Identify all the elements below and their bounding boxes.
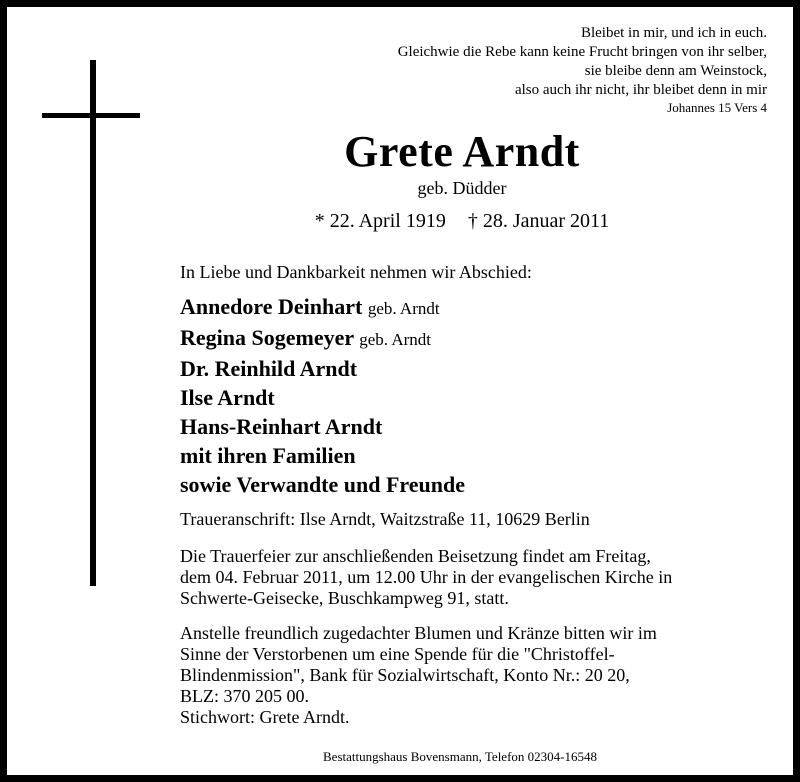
bible-verse	[398, 24, 767, 116]
funeral-home-contact: Bestattungshaus Bovensmann, Telefon 02304-16548	[323, 749, 597, 764]
life-dates	[217, 209, 707, 233]
verse-line: Gleichwie die Rebe kann keine Frucht bringen von ihr selber,	[397, 44, 767, 60]
mourner-item: mit ihren Familien	[180, 443, 356, 468]
farewell-intro: In Liebe und Dankbarkeit nehmen wir Abschied:	[180, 262, 532, 282]
verse-line: also auch ihr nicht, ihr bleibet denn in mir	[514, 82, 767, 98]
verse-line: sie bleibe denn am Weinstock,	[584, 63, 767, 79]
mourner-maiden-name: geb. Arndt	[367, 299, 440, 318]
mourner-item: Dr. Reinhild Arndt	[180, 356, 358, 381]
verse-reference: Johannes 15 Vers 4	[667, 100, 767, 115]
donation-line: Stichwort: Grete Arndt.	[180, 707, 350, 727]
deceased-block	[217, 127, 707, 233]
mourner-item	[180, 323, 465, 354]
donation-request	[180, 623, 780, 728]
donation-line: Anstelle freundlich zugedachter Blumen und Kränze bitten wir im	[180, 623, 657, 643]
cross-icon-horizontal-bar	[42, 113, 140, 118]
funeral-details	[180, 546, 780, 609]
mourner-item	[180, 292, 465, 323]
mourner-item: Hans-Reinhart Arndt	[180, 414, 383, 439]
death-date: † 28. Januar 2011	[467, 210, 610, 232]
mourners-list	[180, 292, 465, 499]
maiden-name: geb. Düdder	[417, 178, 507, 198]
donation-line: Blindenmission", Bank für Sozialwirtschaft, Konto Nr.: 20 20,	[180, 665, 630, 685]
mourner-name: Regina Sogemeyer	[180, 325, 354, 350]
mourner-item: sowie Verwandte und Freunde	[180, 472, 466, 497]
donation-line: Sinne der Verstorbenen um eine Spende für die "Christoffel-	[180, 644, 615, 664]
donation-line: BLZ: 370 205 00.	[180, 686, 309, 706]
funeral-line: dem 04. Februar 2011, um 12.00 Uhr in der evangelischen Kirche in	[180, 567, 673, 587]
mourner-item: Ilse Arndt	[180, 385, 275, 410]
verse-line: Bleibet in mir, und ich in euch.	[580, 25, 767, 41]
mourning-address: Traueranschrift: Ilse Arndt, Waitzstraße 11, 10629 Berlin	[180, 509, 590, 529]
funeral-line: Schwerte-Geisecke, Buschkampweg 91, statt.	[180, 588, 509, 608]
birth-date: * 22. April 1919	[314, 210, 446, 232]
mourner-name: Annedore Deinhart	[180, 294, 363, 319]
mourner-maiden-name: geb. Arndt	[359, 330, 432, 349]
cross-icon-vertical-bar	[90, 60, 96, 586]
deceased-name: Grete Arndt	[344, 127, 580, 176]
funeral-line: Die Trauerfeier zur anschließenden Beisetzung findet am Freitag,	[180, 546, 651, 566]
